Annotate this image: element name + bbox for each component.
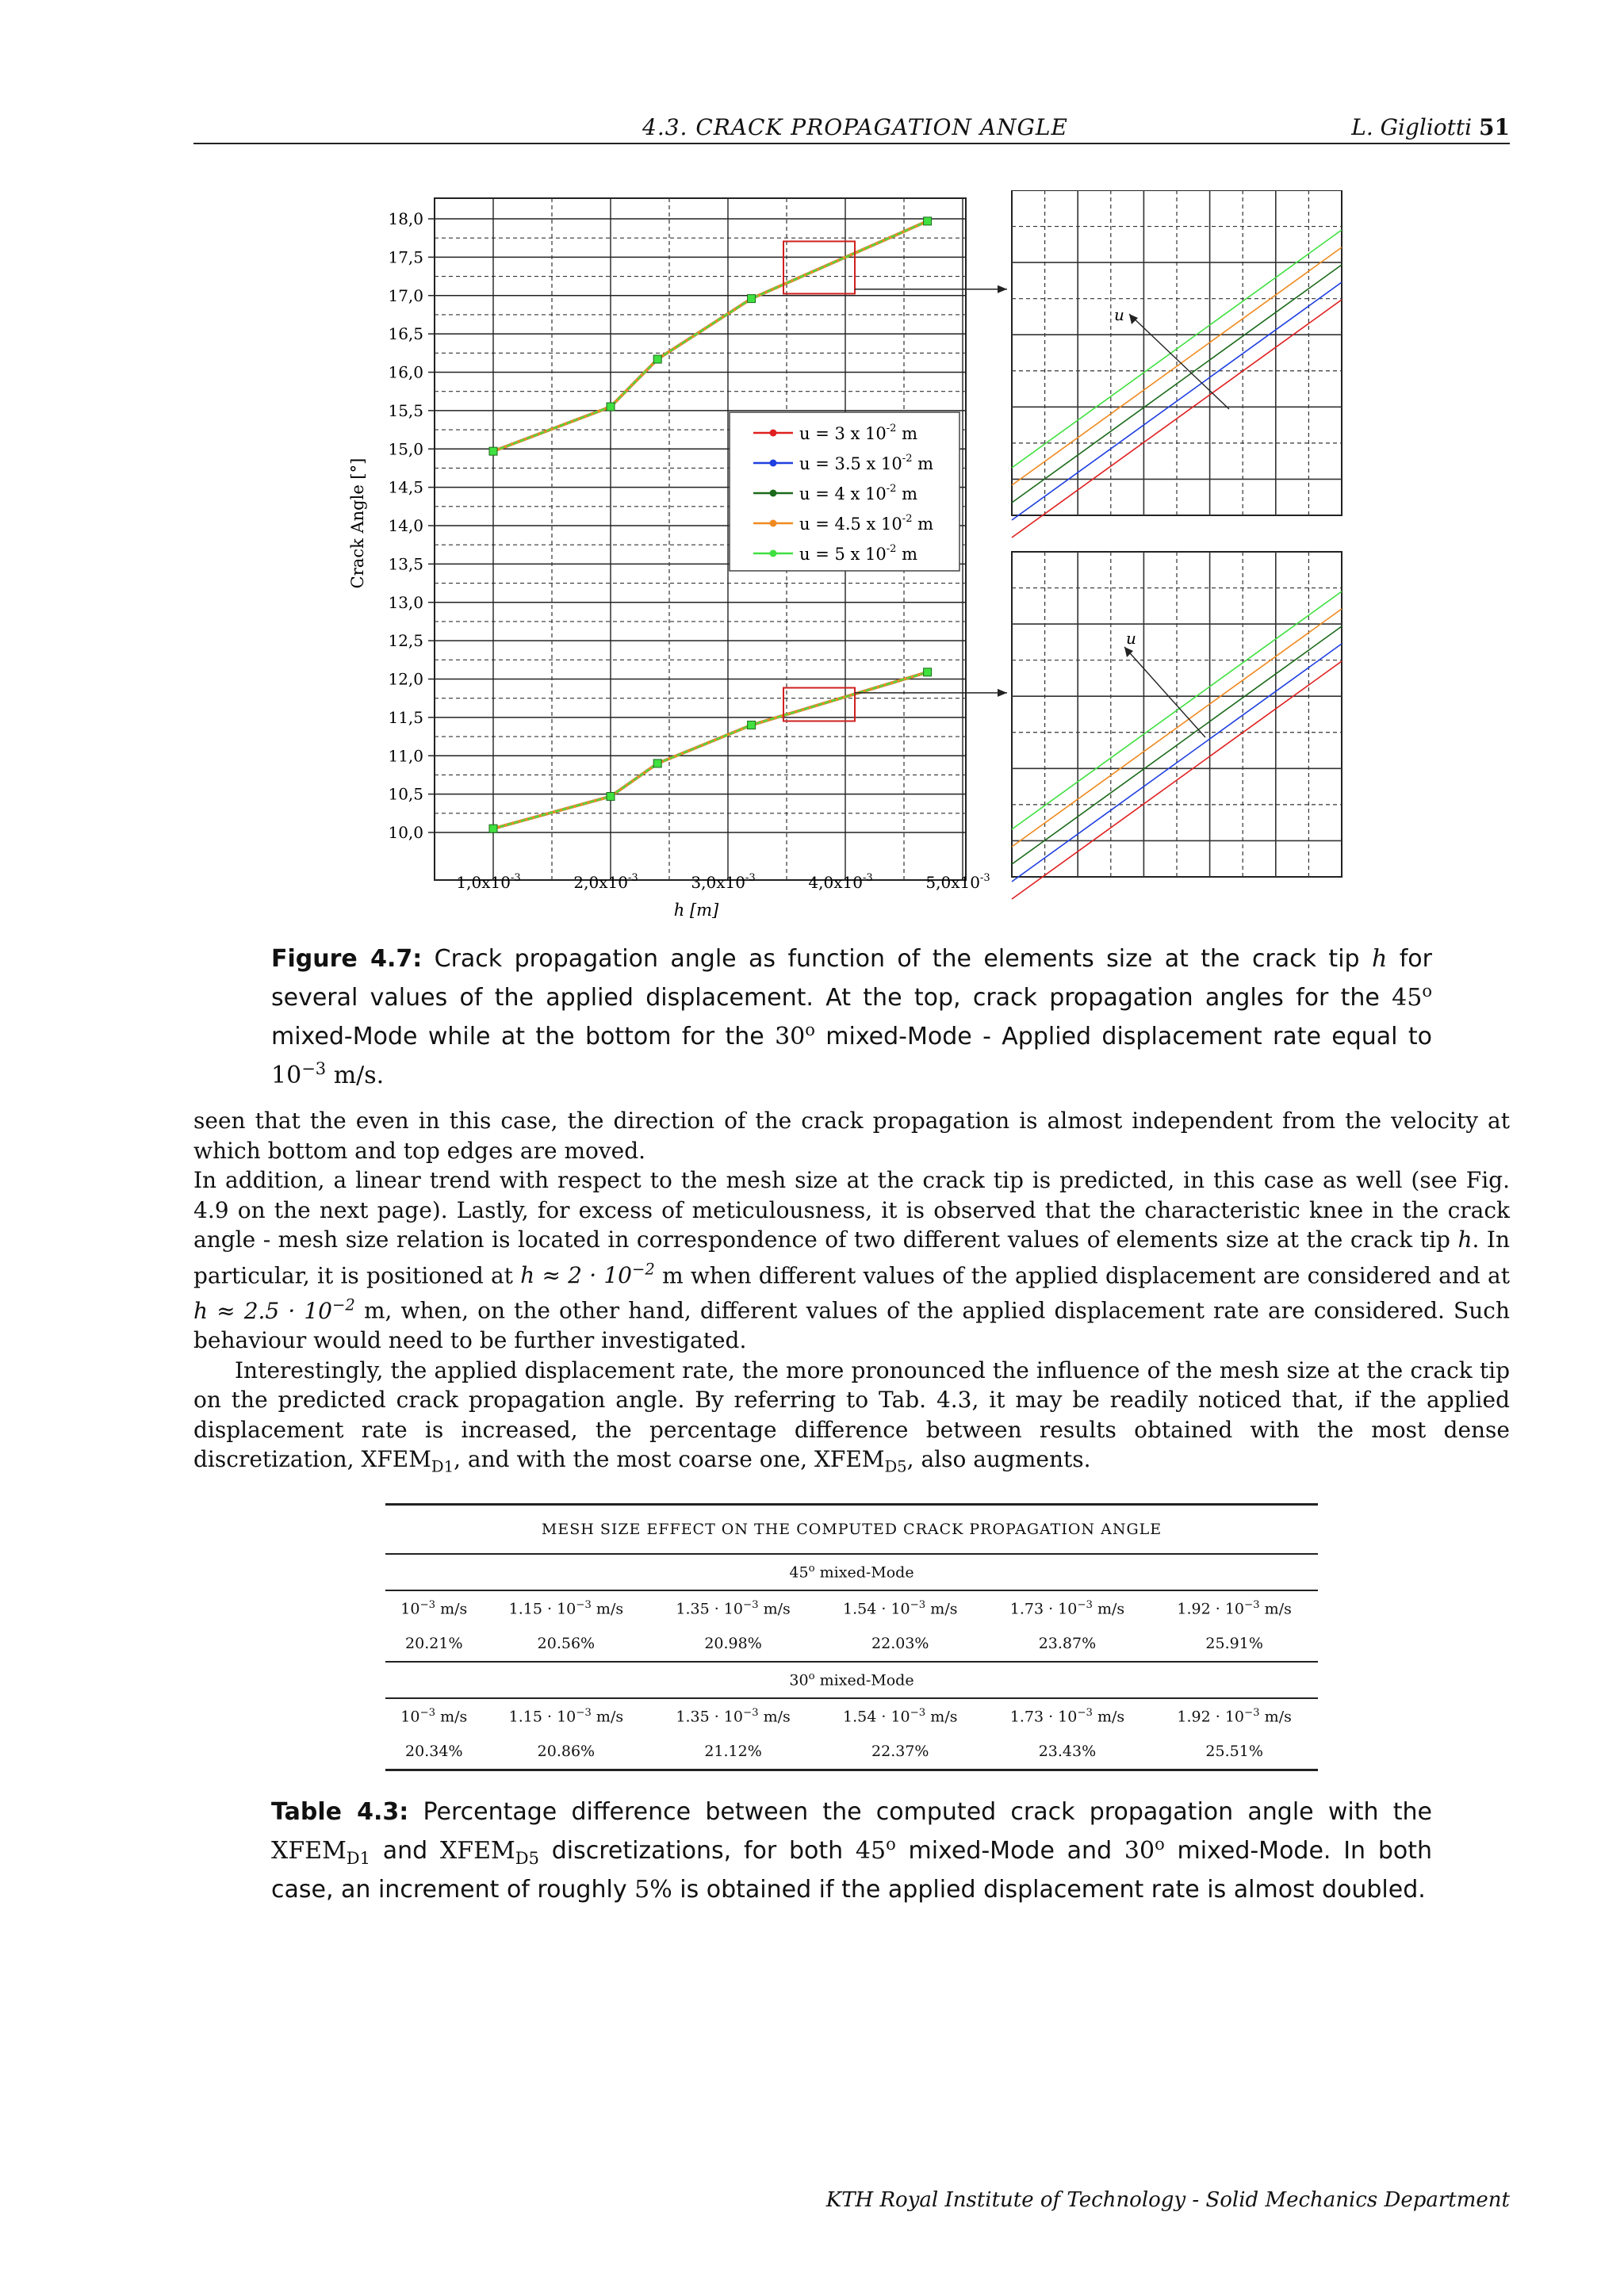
data-point-top <box>607 403 615 411</box>
rate-base: 1.54 · 10 <box>843 1708 910 1726</box>
body-text <box>193 1106 1510 1482</box>
xfem-d5 <box>439 1837 539 1868</box>
y-tick-label: 11,0 <box>388 746 423 766</box>
xfem-d1 <box>361 1446 454 1476</box>
legend-label: u = 3 x $10^{-2}$ m <box>799 423 918 443</box>
legend-swatch-marker <box>770 430 777 437</box>
rate-exp: −3 <box>1077 1599 1093 1612</box>
legend-label: u = 4 x $10^{-2}$ m <box>799 483 918 503</box>
inset-label-u: u <box>1114 305 1124 324</box>
y-tick-label: 10,5 <box>388 784 423 804</box>
sub: D5 <box>884 1457 907 1476</box>
xfem-d1 <box>271 1837 370 1868</box>
x-tick-label: $1,0x10^{-3}$ <box>456 872 521 892</box>
percent-cell: 20.34% <box>385 1734 483 1770</box>
percent-cell: 20.98% <box>649 1626 817 1662</box>
inset-bottom-30-mode <box>1012 552 1342 899</box>
zoom-arrowhead-top <box>998 285 1007 293</box>
rate-base: 10 <box>400 1600 420 1618</box>
figure-caption <box>271 943 1432 1092</box>
y-tick-label: 16,5 <box>388 324 423 344</box>
caption-text: mixed-Mode while at the bottom for the <box>271 1023 776 1050</box>
paragraph-3 <box>193 1356 1510 1483</box>
rate-exp: −3 <box>742 1599 759 1612</box>
caption-text: mixed-Mode and <box>895 1837 1124 1865</box>
rate-cell <box>649 1698 817 1734</box>
angle-30 <box>775 1020 815 1050</box>
values-row-45 <box>385 1626 1318 1662</box>
math-text: h ≈ 2.5 · 10 <box>193 1297 332 1324</box>
legend-label: u = 3.5 x $10^{-2}$ m <box>799 453 934 473</box>
legend-exp: -2 <box>902 513 913 525</box>
degree-sup: o <box>1422 982 1432 1001</box>
caption-text: for several values of the applied displacement. At the top, crack propagation angles for the <box>271 945 1432 1012</box>
x-tick-exp: -3 <box>510 872 521 884</box>
rate-exp: −3 <box>1077 1707 1093 1720</box>
math-expr <box>520 1262 655 1288</box>
y-tick-label: 18,0 <box>388 209 423 228</box>
x-tick-exp: -3 <box>627 872 638 884</box>
y-tick-label: 14,0 <box>388 516 423 535</box>
legend-swatch-marker <box>770 520 777 527</box>
angle-30 <box>1124 1837 1165 1865</box>
rate-base: 1.35 · 10 <box>676 1600 743 1618</box>
angle-value: 30 <box>1124 1837 1155 1865</box>
data-point-top <box>924 217 932 225</box>
rate-exp: −3 <box>1244 1707 1260 1720</box>
rate-base: 10 <box>400 1708 420 1726</box>
percent-cell: 25.51% <box>1151 1734 1318 1770</box>
rate-base: 1.15 · 10 <box>508 1708 576 1726</box>
rate-base: 1.15 · 10 <box>508 1600 576 1618</box>
y-tick-label: 14,5 <box>388 477 423 497</box>
degree-sup: o <box>808 1563 815 1575</box>
mode-30-header <box>385 1662 1318 1698</box>
legend-swatch-marker <box>770 550 777 557</box>
rate-exp: −3 <box>1244 1599 1260 1612</box>
y-tick-label: 16,0 <box>388 362 423 382</box>
y-tick-label: 13,0 <box>388 592 423 612</box>
percent-cell: 22.37% <box>817 1734 984 1770</box>
page-number: 51 <box>1479 114 1510 140</box>
caption-math-h: h <box>1372 945 1388 973</box>
table-caption <box>271 1797 1432 1906</box>
degree-sup: o <box>805 1020 815 1039</box>
xfem-d5 <box>814 1446 907 1476</box>
angle-45 <box>1392 984 1432 1012</box>
running-section-title: 4.3. CRACK PROPAGATION ANGLE <box>642 114 1068 140</box>
percent-math: 5% <box>634 1876 672 1904</box>
legend-unit: m <box>896 424 918 443</box>
percent-cell: 20.21% <box>385 1626 483 1662</box>
xfem: XFEM <box>361 1446 431 1473</box>
rate-unit: m/s <box>591 1708 624 1726</box>
percent-cell: 20.56% <box>483 1626 650 1662</box>
y-tick-label: 15,5 <box>388 400 423 420</box>
rate-cell <box>1151 1698 1318 1734</box>
legend-swatch-marker <box>770 460 777 467</box>
rate-cell <box>385 1698 483 1734</box>
rate-unit: m/s <box>758 1600 791 1618</box>
x-tick-label: $5,0x10^{-3}$ <box>925 872 990 892</box>
y-axis-label: Crack Angle [°] <box>348 457 367 589</box>
mode-value: 45 <box>789 1563 809 1582</box>
table-label: Table 4.3: <box>271 1798 409 1826</box>
rates-row-45 <box>385 1590 1318 1626</box>
crack-angle-figure <box>341 190 1356 928</box>
rate-math <box>271 1059 385 1089</box>
x-tick-label: $3,0x10^{-3}$ <box>691 872 756 892</box>
y-tick-label: 13,5 <box>388 554 423 574</box>
x-tick-label: $4,0x10^{-3}$ <box>808 872 873 892</box>
mode-suffix: mixed-Mode <box>814 1563 914 1582</box>
rate-cell <box>984 1590 1151 1626</box>
data-point-top <box>653 355 661 363</box>
math-exp: −2 <box>331 1295 355 1314</box>
series-line-bottom <box>493 672 928 828</box>
rate-unit: m/s <box>758 1708 791 1726</box>
y-tick-label: 17,5 <box>388 247 423 267</box>
rate-exp: −3 <box>419 1599 436 1612</box>
legend-unit: m <box>896 545 918 564</box>
x-tick-exp: -3 <box>745 872 756 884</box>
series-line-bottom <box>493 672 928 828</box>
rate-cell <box>385 1590 483 1626</box>
text: Interestingly, the applied displacement rate, the more pronounced the influence of the mesh size at the crack tip on the predicted crack propagation angle. By referring to Tab. 4.3, it may be readily noticed that, if the applied displacement rate is increased, the percentage difference between results obtained with the most dense discretization, <box>193 1357 1510 1473</box>
percent-cell: 20.86% <box>483 1734 650 1770</box>
legend-exp: -2 <box>886 423 897 434</box>
x-axis-label: h [m] <box>673 901 719 920</box>
rate-cell <box>1151 1590 1318 1626</box>
percent-cell: 23.87% <box>984 1626 1151 1662</box>
data-point-bottom <box>924 668 932 676</box>
mode-value: 30 <box>789 1671 809 1689</box>
xfem: XFEM <box>271 1837 347 1865</box>
rate-exp: −3 <box>576 1599 592 1612</box>
rate-unit: m/s <box>1259 1600 1292 1618</box>
mode-45-header <box>385 1554 1318 1590</box>
data-point-bottom <box>607 793 615 801</box>
legend-unit: m <box>912 454 934 473</box>
y-tick-label: 12,5 <box>388 631 423 651</box>
rate-exp: −3 <box>910 1599 926 1612</box>
rate-cell <box>483 1590 650 1626</box>
caption-text: Percentage difference between the computed crack propagation angle with the <box>408 1798 1433 1826</box>
rate-unit: m/s <box>435 1600 468 1618</box>
rate-cell <box>984 1698 1151 1734</box>
rate-exp: −3 <box>419 1707 436 1720</box>
zoom-arrowhead-bottom <box>998 689 1007 697</box>
text: . In particular, it is positioned at <box>193 1226 1511 1288</box>
caption-text: Crack propagation angle as function of the elements size at the crack tip <box>422 945 1372 973</box>
caption-text: mixed-Mode. In both case, an increment of roughly <box>271 1837 1432 1904</box>
degree-sup: o <box>1155 1835 1165 1854</box>
rate-base: 1.54 · 10 <box>843 1600 910 1618</box>
rate-exp: −3 <box>301 1059 327 1078</box>
running-author <box>1351 114 1510 140</box>
math-h: h <box>1457 1226 1473 1253</box>
rate-unit: m/s <box>435 1708 468 1726</box>
rate-base: 1.92 · 10 <box>1177 1600 1245 1618</box>
inset-label-u: u <box>1126 629 1136 648</box>
page-header <box>193 111 1510 144</box>
x-tick-exp: -3 <box>862 872 873 884</box>
series-line-bottom <box>493 672 928 828</box>
rate-base: 1.73 · 10 <box>1009 1600 1078 1618</box>
x-tick-label: $2,0x10^{-3}$ <box>573 872 638 892</box>
rate-unit: m/s <box>1092 1600 1125 1618</box>
math-expr <box>193 1295 355 1324</box>
legend-unit: m <box>896 484 918 503</box>
rate-unit: m/s <box>1259 1708 1292 1726</box>
values-row-30 <box>385 1734 1318 1770</box>
angle-45 <box>856 1837 896 1865</box>
caption-text: is obtained if the applied displacement rate is almost doubled. <box>672 1876 1426 1904</box>
legend-swatch-marker <box>770 490 777 497</box>
degree-sup: o <box>886 1835 896 1854</box>
figure-label: Figure 4.7: <box>271 945 423 973</box>
legend-label: u = 4.5 x $10^{-2}$ m <box>799 513 934 534</box>
data-point-bottom <box>489 825 497 832</box>
mesh-size-table <box>385 1503 1318 1771</box>
sub: D1 <box>346 1849 370 1868</box>
data-point-top <box>489 447 497 455</box>
rate-exp: −3 <box>910 1707 926 1720</box>
main-chart <box>348 198 1007 920</box>
rates-row-30 <box>385 1698 1318 1734</box>
rate-base: 1.35 · 10 <box>676 1708 743 1726</box>
x-tick-exp: -3 <box>979 872 990 884</box>
y-tick-label: 15,0 <box>388 439 423 459</box>
angle-value: 45 <box>855 1837 887 1865</box>
legend-exp: -2 <box>886 543 897 555</box>
paragraph-2 <box>193 1165 1510 1356</box>
text: In addition, a linear trend with respect to the mesh size at the crack tip is predicted, in this case as well (see Fig. 4.9 on the next page). Lastly, for excess of meticulousness, it is observed that the characteristic knee in the crack angle - mesh size relation is located in correspondence of two different values of elements size at the crack tip <box>193 1167 1510 1253</box>
inset-top-45-mode <box>1012 190 1342 538</box>
xfem: XFEM <box>814 1446 885 1473</box>
mode-suffix: mixed-Mode <box>814 1671 914 1689</box>
angle-value: 45 <box>1392 984 1423 1012</box>
caption-text: discretizations, for both <box>538 1837 856 1865</box>
rate-base: 1.73 · 10 <box>1009 1708 1078 1726</box>
xfem: XFEM <box>439 1837 515 1865</box>
legend-unit: m <box>912 515 934 534</box>
y-tick-label: 12,0 <box>388 669 423 689</box>
rate-unit: m/s <box>1092 1708 1125 1726</box>
angle-value: 30 <box>775 1023 806 1050</box>
series-line-bottom <box>493 672 928 828</box>
y-tick-label: 10,0 <box>388 823 423 842</box>
legend-exp: -2 <box>886 483 897 495</box>
caption-text: mixed-Mode - Applied displacement rate equal to <box>814 1023 1432 1050</box>
rate-cell <box>817 1590 984 1626</box>
page-footer: KTH Royal Institute of Technology - Solid Mechanics Department <box>825 2188 1510 2212</box>
rate-base: 10 <box>271 1062 302 1089</box>
percent-cell: 21.12% <box>649 1734 817 1770</box>
series-line-bottom <box>493 672 928 828</box>
table-title: MESH SIZE EFFECT ON THE COMPUTED CRACK PROPAGATION ANGLE <box>385 1505 1318 1555</box>
y-tick-label: 11,5 <box>388 707 423 727</box>
text: m when different values of the applied displacement are considered and at <box>654 1261 1510 1288</box>
author-name: L. Gigliotti <box>1351 114 1473 140</box>
paragraph-1: seen that the even in this case, the direction of the crack propagation is almost independent from the velocity at which bottom and top edges are moved. <box>193 1108 1510 1164</box>
rate-cell <box>483 1698 650 1734</box>
data-point-bottom <box>653 760 661 767</box>
rate-unit: m/s. <box>326 1062 385 1089</box>
sub: D5 <box>515 1849 539 1868</box>
degree-sup: o <box>808 1670 815 1683</box>
text: , also augments. <box>906 1446 1091 1473</box>
legend-label: u = 5 x $10^{-2}$ m <box>799 543 918 564</box>
rate-exp: −3 <box>742 1707 759 1720</box>
rate-unit: m/s <box>925 1708 958 1726</box>
text: m, when, on the other hand, different values of the applied displacement rate are considered. Such behaviour would need to be further investigated. <box>193 1297 1510 1354</box>
rate-cell <box>817 1698 984 1734</box>
rate-base: 1.92 · 10 <box>1177 1708 1245 1726</box>
data-point-top <box>748 295 756 303</box>
percent-cell: 23.43% <box>984 1734 1151 1770</box>
rate-unit: m/s <box>591 1600 624 1618</box>
text: , and with the most coarse one, <box>454 1446 814 1473</box>
caption-text: and <box>370 1837 440 1865</box>
y-tick-label: 17,0 <box>388 285 423 305</box>
percent-cell: 25.91% <box>1151 1626 1318 1662</box>
rate-cell <box>649 1590 817 1626</box>
math-text: h ≈ 2 · 10 <box>520 1261 632 1288</box>
legend-exp: -2 <box>902 453 913 465</box>
math-exp: −2 <box>631 1260 655 1279</box>
data-point-bottom <box>748 721 756 729</box>
rate-unit: m/s <box>925 1600 958 1618</box>
sub: D1 <box>431 1457 454 1476</box>
rate-exp: −3 <box>576 1707 592 1720</box>
percent-cell: 22.03% <box>817 1626 984 1662</box>
